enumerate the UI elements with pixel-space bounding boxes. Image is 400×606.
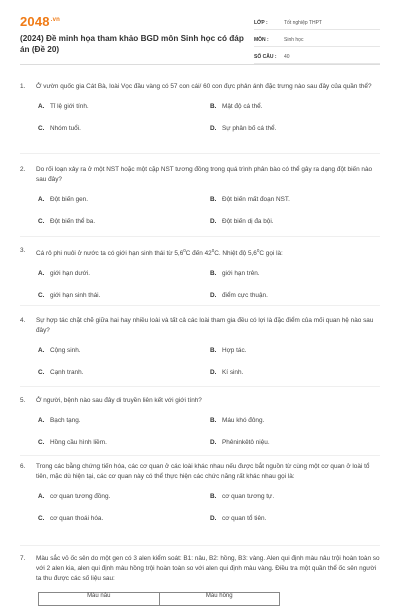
meta-row-count [254, 50, 380, 64]
page-header [0, 0, 400, 62]
meta-value: Sinh học [284, 36, 304, 43]
meta-label: LỚP : [254, 19, 268, 26]
question-number: 7. [20, 555, 26, 562]
option-a[interactable]: A. Tỉ lệ giới tính. [38, 103, 89, 110]
option-a[interactable]: A. Cộng sinh. [38, 347, 81, 354]
question-text: Ở người, bệnh nào sau đây di truyền liên kết với giới tính? [36, 397, 202, 404]
question-divider [20, 236, 380, 237]
question-divider [20, 545, 380, 546]
table-header-cell: Màu hồng [205, 593, 233, 599]
question-divider [20, 305, 380, 306]
question-divider [20, 153, 380, 154]
option-d[interactable]: D. Phêninkêtô niệu. [210, 439, 270, 446]
question-number: 6. [20, 463, 26, 470]
option-d[interactable]: D. cơ quan tổ tiên. [210, 515, 267, 522]
option-b[interactable]: B. Mật độ cá thể. [210, 103, 263, 110]
question-divider [20, 386, 380, 387]
option-b[interactable]: B. Hợp tác. [210, 347, 247, 354]
question-text: Do rối loạn xảy ra ở một NST hoặc một cặp NST tương đồng trong quá trình phân bào có thể gây ra dạng đột biến nào sau đây? [36, 166, 373, 183]
question-number: 4. [20, 317, 26, 324]
exam-meta [254, 16, 380, 67]
option-b[interactable]: B. Đột biến mất đoạn NST. [210, 196, 290, 203]
question-number: 3. [20, 247, 26, 254]
option-c[interactable]: C. cơ quan thoái hóa. [38, 515, 104, 522]
question-1 [20, 82, 380, 133]
header-divider [20, 64, 380, 65]
option-c[interactable]: C. Đột biến thể ba. [38, 218, 96, 225]
option-d[interactable]: D. Sự phân bố cá thể. [210, 125, 277, 132]
option-c[interactable]: C. giới hạn sinh thái. [38, 292, 101, 300]
option-c[interactable]: C. Cạnh tranh. [38, 369, 84, 376]
question-text: Ở vườn quốc gia Cát Bà, loài Vọc đầu vàng có 57 con cái/ 60 con đực phản ánh đặc trưng nào sau đây của quần thể? [36, 83, 372, 90]
option-a[interactable]: A. Đột biến gen. [38, 196, 89, 203]
question-number: 1. [20, 83, 26, 90]
meta-label: SỐ CÂU : [254, 53, 277, 60]
option-a[interactable]: A. cơ quan tương đồng. [38, 493, 111, 500]
question-divider [20, 455, 380, 456]
option-b[interactable]: B. cơ quan tương tự. [210, 493, 275, 500]
question-5 [20, 396, 380, 447]
data-table-header [38, 592, 280, 606]
meta-value: Tốt nghiệp THPT [284, 19, 322, 26]
question-text: Trong các bằng chứng tiến hóa, các cơ quan ở các loài khác nhau nếu được bắt nguồn từ cùng một cơ quan ở loài tổ tiên, mặc dù hiện tại, các cơ quan này có thể thực hiện các chức năng rất khác nhau gọi là: [36, 463, 370, 480]
question-text: Cá rô phi nuôi ở nước ta có giới hạn sinh thái từ $5,6^0C$ đến $42^0C$. Nhiệt độ $5,6^0C$ gọi là: [36, 248, 283, 258]
exam-title: (2024) Đề minh họa tham khảo BGD môn Sinh học có đáp án (Đề 20) [20, 34, 244, 54]
meta-label: MÔN : [254, 36, 269, 43]
option-c[interactable]: C. Nhóm tuổi. [38, 125, 81, 132]
question-6 [20, 462, 380, 523]
question-text: Sự hợp tác chặt chẽ giữa hai hay nhiều loài và tất cả các loài tham gia đều có lợi là đặc điểm của mối quan hệ nào sau đây? [36, 317, 374, 334]
question-number: 2. [20, 166, 26, 173]
meta-row-subject [254, 33, 380, 47]
meta-value: 40 [284, 53, 290, 60]
question-4 [20, 316, 380, 377]
option-a[interactable]: A. Bạch tạng. [38, 417, 81, 424]
question-2 [20, 165, 380, 226]
meta-row-class [254, 16, 380, 30]
option-a[interactable]: A. giới hạn dưới. [38, 270, 91, 278]
table-header-cell: Màu nâu [39, 593, 160, 605]
site-logo[interactable]: $2048^{.vn}$ [20, 14, 61, 29]
question-number: 5. [20, 397, 26, 404]
question-text: Màu sắc vỏ ốc sên do một gen có 3 alen kiểm soát: B1: nâu, B2: hồng, B3: vàng. Alen qui định màu nâu trội hoàn toàn so với 2 alen kia, alen qui định màu hồng trội hoàn toàn so với alen qui định màu vàng. Điều tra một quần thể ốc sên người ta thu được các số liệu sau: [36, 555, 380, 582]
option-d[interactable]: D. Đột biến dị đa bội. [210, 218, 274, 225]
option-d[interactable]: D. Kí sinh. [210, 369, 244, 376]
option-c[interactable]: C. Hồng cầu hình liềm. [38, 439, 107, 446]
option-d[interactable]: D. điểm cực thuận. [210, 292, 268, 300]
option-b[interactable]: B. Máu khó đông. [210, 417, 265, 424]
question-7 [20, 554, 380, 584]
option-b[interactable]: B. giới hạn trên. [210, 270, 260, 278]
question-3 [20, 246, 380, 300]
